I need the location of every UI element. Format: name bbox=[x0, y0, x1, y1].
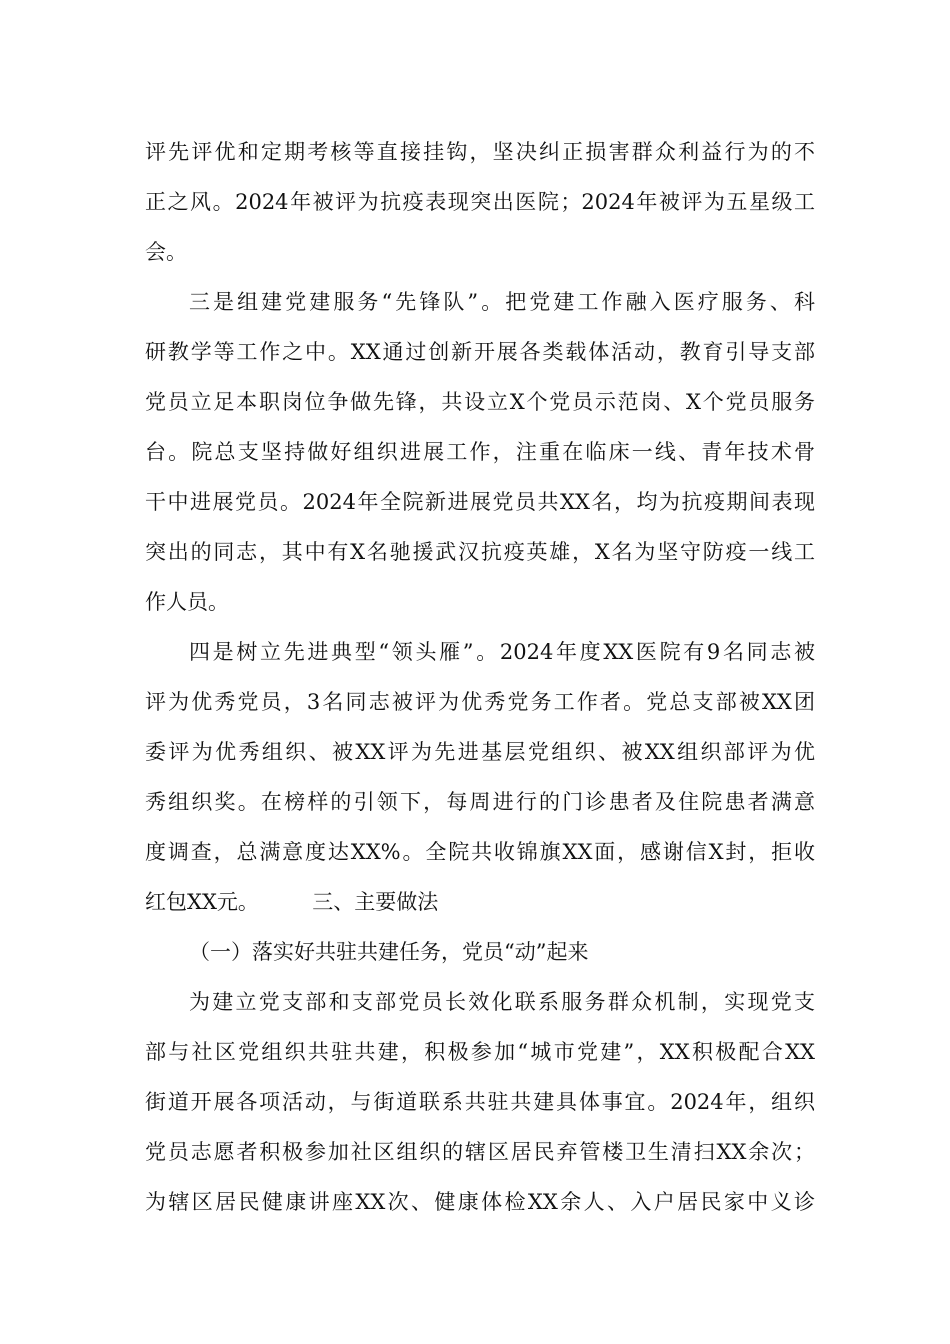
paragraph-line: 研教学等工作之中。XX通过创新开展各类载体活动，教育引导支部 bbox=[145, 340, 815, 364]
paragraph-line: 台。院总支坚持做好组织进展工作，注重在临床一线、青年技术骨 bbox=[145, 440, 815, 464]
paragraph-line: 为建立党支部和支部党员长效化联系服务群众机制，实现党支 bbox=[189, 990, 815, 1014]
paragraph-line: 正之风。2024年被评为抗疫表现突出医院；2024年被评为五星级工 bbox=[145, 190, 815, 214]
paragraph-line: 街道开展各项活动，与街道联系共驻共建具体事宜。2024年，组织 bbox=[145, 1090, 815, 1114]
paragraph-line: 为辖区居民健康讲座XX次、健康体检XX余人、入户居民家中义诊 bbox=[145, 1190, 815, 1214]
paragraph-line: 度调查，总满意度达XX%。全院共收锦旗XX面，感谢信X封，拒收 bbox=[145, 840, 815, 864]
paragraph-line: 党员志愿者积极参加社区组织的辖区居民弃管楼卫生清扫XX余次； bbox=[145, 1140, 815, 1164]
paragraph-line: 干中进展党员。2024年全院新进展党员共XX名，均为抗疫期间表现 bbox=[145, 490, 815, 514]
paragraph-line: 评为优秀党员，3名同志被评为优秀党务工作者。党总支部被XX团 bbox=[145, 690, 815, 714]
paragraph-line: 会。 bbox=[145, 240, 187, 264]
paragraph-line: 部与社区党组织共驻共建，积极参加“城市党建”，XX积极配合XX bbox=[145, 1040, 815, 1064]
paragraph-line: 突出的同志，其中有X名驰援武汉抗疫英雄，X名为坚守防疫一线工 bbox=[145, 540, 815, 564]
section-heading: （一）落实好共驻共建任务，党员“动”起来 bbox=[189, 940, 589, 964]
paragraph-line: 四是树立先进典型“领头雁”。2024年度XX医院有9名同志被 bbox=[189, 640, 815, 664]
paragraph-line: 红包XX元。 三、主要做法 bbox=[145, 890, 439, 914]
paragraph-line: 作人员。 bbox=[145, 590, 229, 614]
paragraph-line: 三是组建党建服务“先锋队”。把党建工作融入医疗服务、科 bbox=[189, 290, 815, 314]
paragraph-line: 党员立足本职岗位争做先锋，共设立X个党员示范岗、X个党员服务 bbox=[145, 390, 815, 414]
paragraph-line: 秀组织奖。在榜样的引领下，每周进行的门诊患者及住院患者满意 bbox=[145, 790, 815, 814]
paragraph-line: 委评为优秀组织、被XX评为先进基层党组织、被XX组织部评为优 bbox=[145, 740, 815, 764]
paragraph-line: 评先评优和定期考核等直接挂钩，坚决纠正损害群众利益行为的不 bbox=[145, 140, 815, 164]
